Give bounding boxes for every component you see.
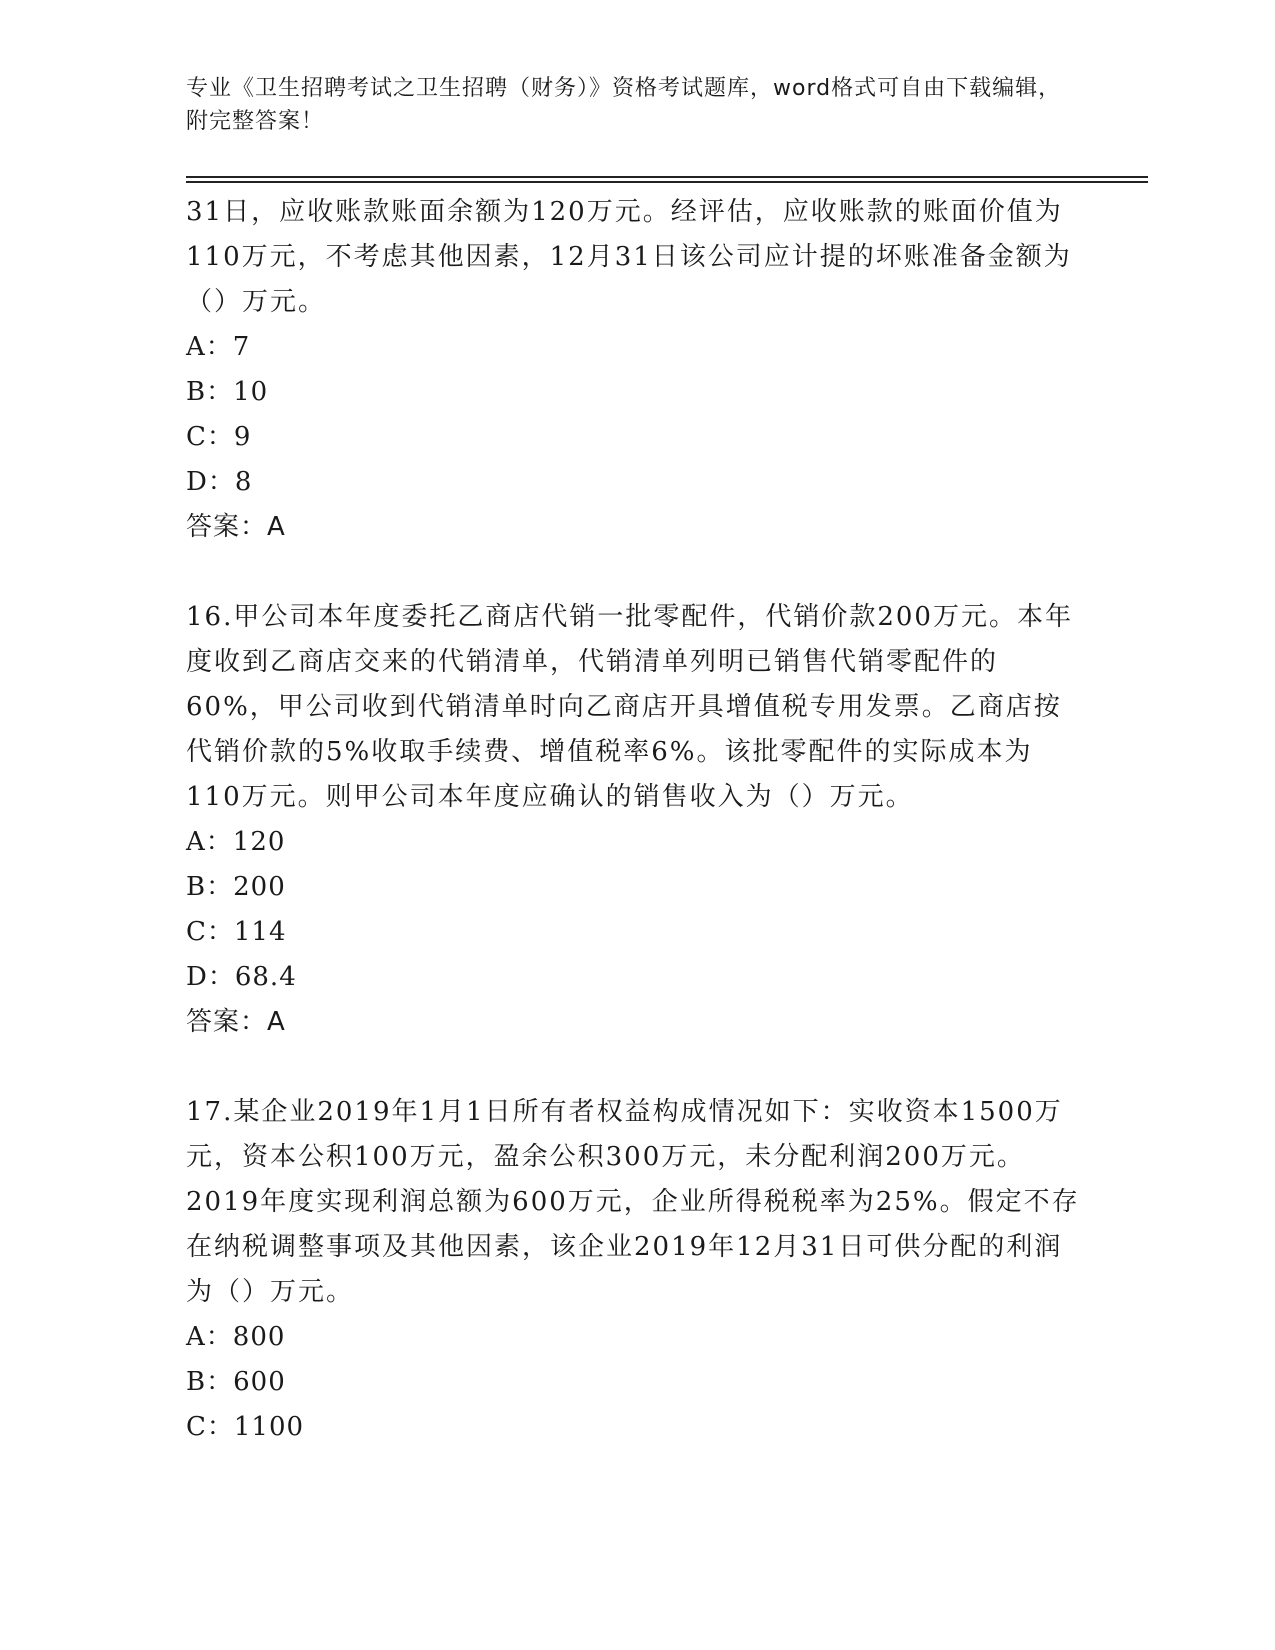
option-b: B：200 [186, 872, 286, 902]
question-text: 16.甲公司本年度委托乙商店代销一批零配件，代销价款200万元。本年度收到乙商店交来的代销清单，代销清单列明已销售代销零配件的60%，甲公司收到代销清单时向乙商店开具增值税专用发票。乙商店按代销价款的5%收取手续费、增值税率6%。该批零配件的实际成本为110万元。则甲公司本年度应确认的销售收入为（）万元。 [186, 602, 1073, 812]
option-a: A：120 [186, 827, 286, 857]
document-body [186, 190, 1086, 1450]
answer-label: 答案：A [186, 512, 286, 542]
option-c: C：114 [186, 917, 287, 947]
question-16 [186, 595, 1086, 1045]
option-c: C：9 [186, 422, 252, 452]
answer-label: 答案：A [186, 1007, 286, 1037]
header-divider-bottom [186, 181, 1148, 183]
option-d: D：8 [186, 467, 253, 497]
option-d: D：68.4 [186, 962, 297, 992]
spacer [186, 550, 1086, 595]
question-17 [186, 1090, 1086, 1450]
spacer [186, 1045, 1086, 1090]
document-header: 专业《卫生招聘考试之卫生招聘（财务）》资格考试题库，word格式可自由下载编辑，附完整答案！ [186, 76, 1062, 134]
header-divider-top [186, 176, 1148, 178]
question-text: 31日，应收账款账面余额为120万元。经评估，应收账款的账面价值为110万元，不考虑其他因素，12月31日该公司应计提的坏账准备金额为（）万元。 [186, 197, 1072, 317]
question-15 [186, 190, 1086, 550]
option-b: B：10 [186, 377, 269, 407]
option-c: C：1100 [186, 1412, 305, 1442]
question-text: 17.某企业2019年1月1日所有者权益构成情况如下：实收资本1500万元，资本公积100万元，盈余公积300万元，未分配利润200万元。2019年度实现利润总额为600万元，企业所得税税率为25%。假定不存在纳税调整事项及其他因素，该企业2019年12月31日可供分配的利润为（）万元。 [186, 1097, 1080, 1307]
option-a: A：800 [186, 1322, 286, 1352]
option-a: A：7 [186, 332, 251, 362]
option-b: B：600 [186, 1367, 286, 1397]
